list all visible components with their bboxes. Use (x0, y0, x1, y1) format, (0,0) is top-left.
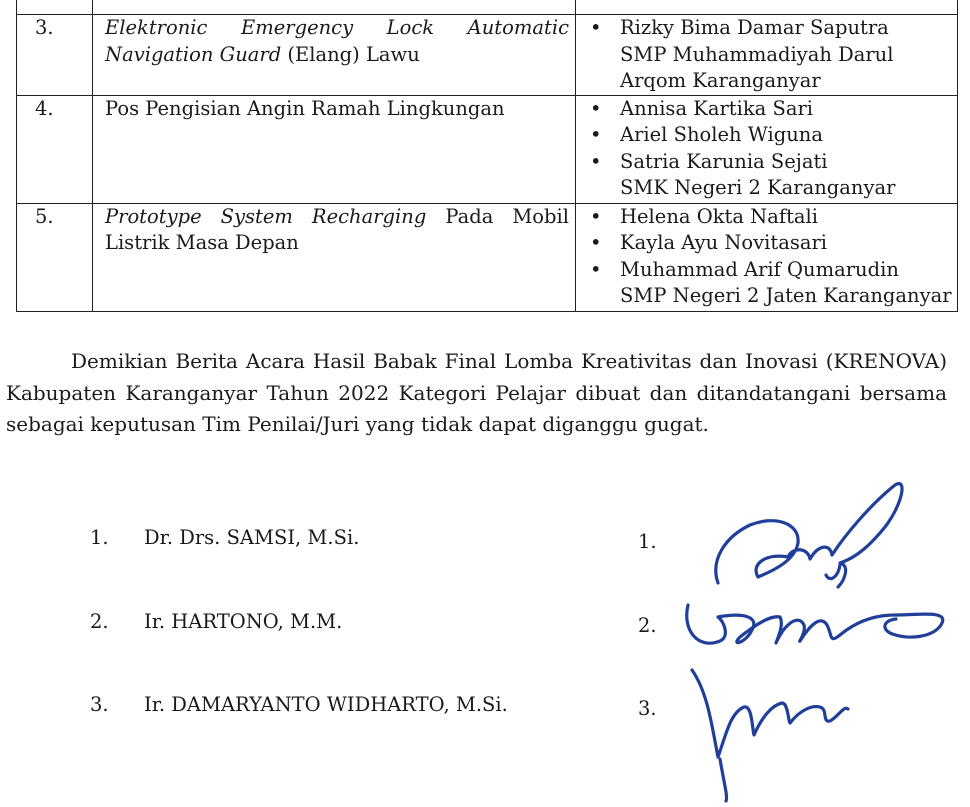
title-segment: Prototype System Recharging (105, 204, 427, 228)
participant-name: Ariel Sholeh Wiguna (620, 123, 823, 146)
innovation-title (93, 203, 576, 311)
participant-item (590, 230, 957, 257)
signature-number: 1. (638, 530, 657, 553)
participant-name: Kayla Ayu Novitasari (620, 231, 828, 254)
table-row (17, 0, 958, 15)
participant-name: Satria Karunia Sejati (620, 149, 828, 173)
participants-cell (576, 0, 958, 15)
participant-name: Helena Okta Naftali (620, 204, 819, 228)
bullet-icon: • (590, 204, 602, 228)
jury-signatures (680, 465, 970, 805)
table-row (17, 203, 958, 311)
participant-item (590, 122, 957, 149)
participant-item (590, 15, 957, 42)
bullet-icon: • (590, 123, 602, 146)
bullet-icon: • (590, 231, 602, 254)
title-segment: Pada Mobil Listrik Masa Depan (105, 204, 569, 254)
participant-item (590, 257, 957, 284)
jury-number: 3. (90, 693, 109, 716)
signature-number: 2. (638, 614, 657, 637)
bullet-icon: • (590, 16, 602, 39)
bullet-icon: • (590, 257, 602, 281)
title-segment: (Elang) Lawu (281, 42, 420, 66)
signature-number: 3. (638, 697, 657, 720)
row-number: 3. (17, 15, 93, 96)
participant-name: Muhammad Arif Qumarudin (620, 257, 899, 281)
participant-item (590, 96, 957, 123)
jury-number: 2. (90, 610, 109, 633)
bullet-icon: • (590, 149, 602, 173)
row-number: 5. (17, 203, 93, 311)
innovation-title (93, 0, 576, 15)
title-segment: Pos Pengisian Angin Ramah Lingkungan (105, 96, 505, 120)
finalist-table (16, 0, 958, 312)
participants-cell (576, 95, 958, 203)
school-name: SMP Negeri 2 Jaten Karanganyar (620, 284, 952, 307)
participants-cell (576, 15, 958, 96)
bullet-icon: • (590, 96, 602, 120)
jury-name: Ir. HARTONO, M.M. (144, 610, 343, 633)
title-segment: Elektronic Emergency Lock Automatic Navigation Guard (105, 16, 569, 66)
jury-name: Ir. DAMARYANTO WIDHARTO, M.Si. (144, 693, 508, 716)
participant-name: Rizky Bima Damar Saputra (620, 16, 889, 39)
participants-cell (576, 203, 958, 311)
closing-paragraph: Demikian Berita Acara Hasil Babak Final Lomba Kreativitas dan Inovasi (KRENOVA) Kabupaten Karanganyar Tahun 2022 Kategori Pelajar dibuat dan ditandatangani bersama sebagai keputusan Tim Penilai/Juri yang tidak dapat diganggu gugat. (6, 349, 947, 436)
jury-number: 1. (90, 526, 109, 549)
innovation-title (93, 95, 576, 203)
school-name: SMP Muhammadiyah Darul Arqom Karanganyar (620, 42, 894, 92)
participant-name: Annisa Kartika Sari (620, 96, 814, 120)
participant-item (590, 204, 957, 231)
row-number (17, 0, 93, 15)
innovation-title (93, 15, 576, 96)
table-row (17, 95, 958, 203)
table-row (17, 15, 958, 96)
jury-name: Dr. Drs. SAMSI, M.Si. (144, 526, 360, 549)
school-name: SMK Negeri 2 Karanganyar (620, 176, 896, 199)
row-number: 4. (17, 95, 93, 203)
participant-item (590, 149, 957, 176)
